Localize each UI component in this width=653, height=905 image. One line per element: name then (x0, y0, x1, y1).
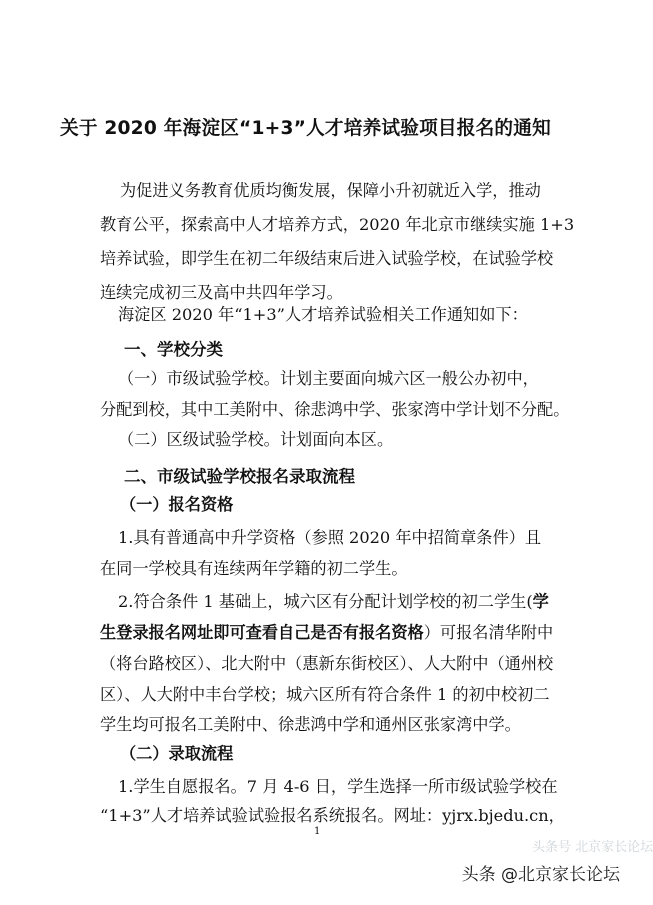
intro-line-2: 教育公平，探索高中人才培养方式，2020 年北京市继续实施 1+3 (100, 215, 575, 234)
para-2-line-2-text: ）可报名清华附中 (423, 623, 554, 642)
document-title: 关于 2020 年海淀区“1+3”人才培养试验项目报名的通知 (60, 117, 551, 139)
intro-line-1: 为促进义务教育优质均衡发展，保障小升初就近入学，推动 (120, 181, 541, 200)
section-2-sub-2: （二）录取流程 (120, 744, 234, 763)
para-2-line-3: （将台路校区）、北大附中（惠新东街校区）、人大附中（通州校 (100, 654, 554, 673)
para-2-line-1-bold: 学 (532, 592, 549, 611)
intro-line-5: 海淀区 2020 年“1+3”人才培养试验相关工作通知如下： (118, 305, 528, 324)
para-2-line-2-bold: 生登录报名网址即可查看自己是否有报名资格 (100, 623, 424, 642)
footer-source: 头条 @北京家长论坛 (461, 865, 620, 885)
para-1-line-2: 在同一学校具有连续两年学籍的初二学生。 (100, 559, 408, 578)
watermark: 头条号 北京家长论坛 (532, 840, 653, 855)
section-1-heading: 一、学校分类 (124, 340, 223, 359)
intro-line-4: 连续完成初三及高中共四年学习。 (100, 283, 343, 302)
section-1-item-2: （二）区级试验学校。计划面向本区。 (118, 430, 394, 449)
para-2-line-4: 区）、人大附中丰台学校；城六区所有符合条件 1 的初中校初二 (100, 685, 550, 704)
para-2-line-1-text: 2.符合条件 1 基础上，城六区有分配计划学校的初二学生( (118, 592, 533, 611)
page-number: 1 (314, 826, 321, 837)
section-2-sub-1: （一）报名资格 (120, 495, 234, 514)
para-3-line-1: 1.学生自愿报名。7 月 4-6 日，学生选择一所市级试验学校在 (118, 777, 558, 796)
para-1-line-1: 1.具有普通高中升学资格（参照 2020 年中招简章条件）且 (118, 528, 542, 547)
section-1-item-1-line-2: 分配到校，其中工美附中、徐悲鸿中学、张家湾中学计划不分配。 (100, 400, 570, 419)
section-2-heading: 二、市级试验学校报名录取流程 (124, 467, 355, 486)
section-1-item-1-line-1: （一）市级试验学校。计划主要面向城六区一般公办初中， (118, 369, 539, 388)
para-2-line-5: 学生均可报名工美附中、徐悲鸿中学和通州区张家湾中学。 (100, 715, 521, 734)
para-3-line-2: “1+3”人才培养试验试验报名系统报名。网址：yjrx.bjedu.cn， (100, 806, 565, 825)
para-2-line-2 (100, 623, 553, 643)
para-2-line-1 (118, 592, 549, 612)
intro-line-3: 培养试验，即学生在初二年级结束后进入试验学校，在试验学校 (100, 249, 554, 268)
